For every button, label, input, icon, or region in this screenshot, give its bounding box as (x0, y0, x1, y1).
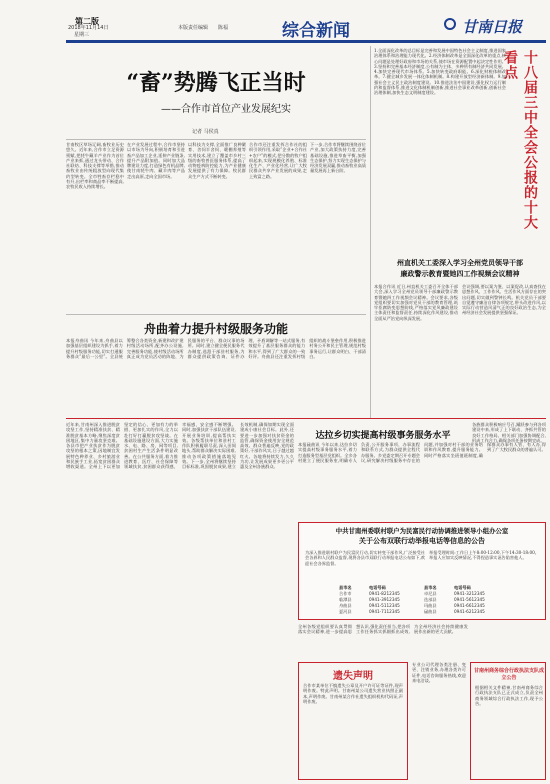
story2-title: 舟曲着力提升村级服务功能 (143, 322, 288, 336)
issue-weekday: 星期三 (74, 32, 90, 38)
masthead (0, 0, 550, 44)
lower-right-body: 各族群众积极响应号召,踊跃参与到各项建设中来,形成了上下联动、齐抓共管的良好工作格局。相关部门加强协调配合,形成工作合力,确保各项任务按期完成。 (472, 422, 546, 443)
story4-body-col1: 本报合作讯 近日,州直机关工委召开全体干部大会,深入学习全州党员领导干部廉政警示教育暨她四工作视频会议精神。会议要求,各级党组织要切实加强对党员干部的教育管理,筑牢拒腐防变思想防线,严格落实党风廉政建设主体责任和监督责任,持续深化作风建设,推动全面从严治党向纵深发展。 (374, 284, 458, 321)
cell: 0941-6612345 (454, 603, 485, 608)
section-name: 综合新闻 (282, 21, 350, 40)
ad-commerce-body: 根据相关文件精神,甘南州商务综合行政执法支队已正式成立,负责全州商务领域综合行政执法工作,现予公告。 (475, 685, 543, 706)
story4-body-col2: 会议强调,要以案为鉴、以案促改,认真查找在思想作风、工作作风、生活作风方面存在的突出问题,切实做到警钟长鸣。机关党员干部要自觉遵守廉洁自律各项规定,带头改进作风,以实际行动营造风清气正的良好政治生态,为全州经济社会发展提供坚强保证。 (462, 284, 546, 316)
editor-name: 陈福 (218, 25, 229, 31)
story4 (374, 254, 546, 418)
lead-body-col5: 下一步,合作市将继续围绕首位产业,加大政策扶持力度,完善基础设施,推进草畜平衡,加强生态保护,努力实现生态保护与经济发展双赢,推动畜牧业高质量发展再上新台阶。 (310, 142, 366, 174)
ad-middle: 专业公司代理各类注册、变更、注销业务,办理各类许可证件,电话咨询服务热线,欢迎来电洽谈。 (412, 662, 466, 683)
story4-title-line2: 廉政警示教育暨她四工作视频会议精神 (400, 270, 520, 278)
byline-rule (66, 139, 366, 140)
page-number: 第二版 (75, 17, 99, 26)
cell: 卓尼县 (424, 591, 437, 596)
th-county-b: 县市名 (424, 585, 437, 590)
ad-lost-body: 合作市某单位不慎遗失公章及开户许可证等证件,现声明作废。特此声明。甘南州某公司遗失营业执照正副本,声明作废。甘南州某合作社遗失组织机构代码证,声明作废。 (303, 683, 403, 704)
lead-body-col4: 合作市还注重发挥合作社的组织引领作用,采取“企业+合作社+农户”的模式,把分散的牧户组织起来,实现规模化养殖、标准化生产、产业化经营,让广大牧民群众共享产业发展的成果,走上致富之路。 (249, 142, 307, 179)
ad-lost-title: 遗失声明 (333, 671, 373, 682)
notice-side: 举报受理时间:工作日上午8:00-12:00,下午14:30-18:00。举报人应如实反映情况,不得捏造事实诬告陷害他人。 (429, 550, 539, 561)
lead-body-col3: 以科技为支撑,全面推广良种繁育、舍饲半舍饲、暖棚养殖等实用技术,建立了覆盖市乡村三级的畜牧兽医服务体系,提高了动物疫病防控能力,为产业健康发展提供了有力保障。牧民群众生产方式不断转变。 (188, 142, 246, 179)
cell: 0941-8212345 (369, 591, 400, 596)
lead-title: “畜”势腾飞正当时 (126, 70, 306, 96)
cell: 碌曲县 (424, 609, 437, 614)
notice-intro: 为深入推进联村联户为民富民行动,切实转变干部作风,广泛接受社会各界和人民群众监督,现将各县市双联行动举报电话公布如下,欢迎社会各界监督。 (305, 550, 425, 566)
lead-story (66, 46, 366, 314)
editor-label: 本版责任编辑 (178, 25, 209, 31)
ad-lost-notice (298, 662, 408, 780)
lead-byline: 记者 马侯真 (192, 129, 219, 135)
notice-table (339, 585, 509, 615)
notice-title-line1: 中共甘南州委联村联户为民富民行动协调推进领导小组办公室 (335, 527, 509, 535)
notice-title-line2: 关于公布双联行动举报电话等信息的公告 (359, 537, 485, 545)
cell: 临潭县 (339, 597, 352, 602)
lead-body-col2: 在产业发展过程中,合作市坚持以市场为导向,积极培育和引进畜产品加工企业,延伸产业链条,提升产品附加值。同时加大品牌建设力度,打造绿色有机品牌,使甘南牦牛肉、藏羊肉等产品走出高原,走向全国市场。 (127, 142, 185, 179)
cell: 舟曲县 (339, 603, 352, 608)
notice (298, 522, 546, 620)
cell: 夏河县 (339, 609, 352, 614)
story5-title: 达拉乡切实提高村级事务服务水平 (315, 431, 451, 441)
cell: 0941-7112345 (369, 609, 400, 614)
cell: 0941-6212345 (454, 609, 485, 614)
circle-emblem-icon (444, 18, 456, 30)
lead-body-col1: 甘南牧区草场辽阔,畜牧业历史悠久。近年来,合作市立足资源禀赋,把牦牛藏羊产业作为首位产业来抓,通过龙头带动、合作社联结、科技支撑等举措,推动畜牧业由传统粗放型向现代集约型转变。全市牲畜存栏稳中有升,出栏率和商品率不断提高,农牧民收入持续增长。 (66, 142, 124, 190)
ad-commerce-title: 甘南州商务综合行政执法支队成立公告 (473, 668, 544, 681)
cell: 玛曲县 (424, 603, 437, 608)
story2-body: 本报舟曲讯 今年来,舟曲县以加强基层组织建设为抓手,着力提升村级服务功能,切实打通服务群众“最后一公里”。全县统筹整合各类资金,新建和改扩建村级活动场所,配齐办公设施,完善服务功能,使村级活动场所真正成为党员活动的阵地、为民服务的平台、群众议事的场所。同时,建立健全便民服务代办制度,选派干部驻村服务,为群众提供政策咨询、证件办理、矛盾调解等一站式服务,有效提升了基层服务群众的能力和水平,得到了广大群众的一致好评。舟曲县还注重发挥村级组织的战斗堡垒作用,积极推进村务公开和民主管理,规范村级事务运行,让群众明白、干部清白。 (66, 338, 366, 359)
paper-name: 甘南日报 (462, 20, 523, 36)
mid-rule (66, 314, 366, 315)
cell: 0941-3212345 (454, 591, 485, 596)
masthead-rule (66, 40, 546, 43)
story5-body: 本报碌曲讯 今年以来,达拉乡切实提高村级事务服务水平,着力打造服务型基层党组织。全乡各村建立了便民服务室,明确专人负责,公开服务事项、办事流程和联系方式,为群众提供全程代办服务。乡党委定期召开专题会议,研究解决村级服务中存在的问题,并加强对村干部的业务培训和作风教育,提升服务能力。同时严格落实坐班值班制度,确保群众办事有人管、有人办,得到了广大牧民群众的普遍认可。 (298, 442, 546, 463)
ad-commerce-notice (470, 662, 546, 780)
issue-date: 2018年11月14日 (68, 25, 109, 31)
cell: 0941-5112345 (369, 603, 400, 608)
cell: 0941-5612345 (454, 597, 485, 602)
th-phone-a: 电话号码 (369, 585, 386, 590)
cell: 迭部县 (424, 597, 437, 602)
lower-left-body: 近年来,甘南州深入推进脱贫攻坚工作,坚持精准扶贫、精准脱贫基本方略,聚焦深度贫困地区,集中力量攻坚克难。各县市把产业扶贫作为脱贫攻坚的根本之策,因地制宜发展特色种养业、乡村旅游业和民族手工业,拓宽贫困群众增收渠道。全州上下以更加坚定的信心、更加有力的举措、更加扎实的作风,全力以赴打好打赢脱贫攻坚战。在基础设施建设方面,大力实施水、电、路、房、网等项目,贫困村生产生活条件明显改善。在公共服务方面,着力推进教育、医疗、社会保障等领域扶贫,贫困群众获得感、幸福感、安全感不断增强。同时,加强扶贫干部队伍建设,开展业务培训,提高帮扶实效。各级帮扶单位和驻村工作队积极履职尽责,深入田间地头,帮助群众解决实际困难,推动各项政策措施落地见效。下一步,全州将继续坚持目标标准,巩固脱贫成果,建立长效机制,确保如期实现全面建成小康社会目标。此外,还要进一步加强对扶贫资金的监管,确保资金使用安全规范高效。群众普遍反映,党的政策好,干部作风实,日子越过越红火。各地将持续发力,久久为功,让发展成果更多更公平惠及全州各族群众。 (66, 422, 294, 470)
cell: 0941-3912345 (369, 597, 400, 602)
story4-title-line1: 州直机关工委深入学习全州党员领导干部 (397, 259, 523, 267)
th-phone-b: 电话号码 (454, 585, 471, 590)
table-row (339, 609, 509, 615)
lower-mid-body: 全州各级党组织要认真贯彻落实会议精神,进一步提高思想认识,强化责任担当,把各项工作任务抓实抓细抓出成效,为全州经济社会持续健康发展作出新的更大贡献。 (298, 624, 468, 635)
story3-body: 1.全面深化改革的总目标是完善和发展中国特色社会主义制度,推进国家治理体系和治理能力现代化。2.经济体制改革是全面深化改革的重点,核心问题是处理好政府和市场的关系,使市场在资源配置中起决定性作用。3.坚持和完善基本经济制度,公有制为主体、多种所有制经济共同发展。4.加快完善现代市场体系。5.加快转变政府职能。6.深化财税体制改革。7.健全城乡发展一体化体制机制。8.构建开放型经济新体制。9.加强社会主义民主政治制度建设。10.推进法治中国建设,强化权力运行制约和监督体系,推进文化体制机制创新,推进社会事业改革创新,创新社会治理体制,加快生态文明制度建设。 (374, 48, 506, 96)
lead-subtitle: ——合作市首位产业发展纪实 (161, 104, 291, 115)
lower-rule (66, 418, 546, 419)
th-county-a: 县市名 (339, 585, 352, 590)
cell: 合作市 (339, 591, 352, 596)
right-col-divider (370, 46, 371, 418)
story3-title: 十八届三中全会公报的十大看点 (502, 50, 538, 230)
